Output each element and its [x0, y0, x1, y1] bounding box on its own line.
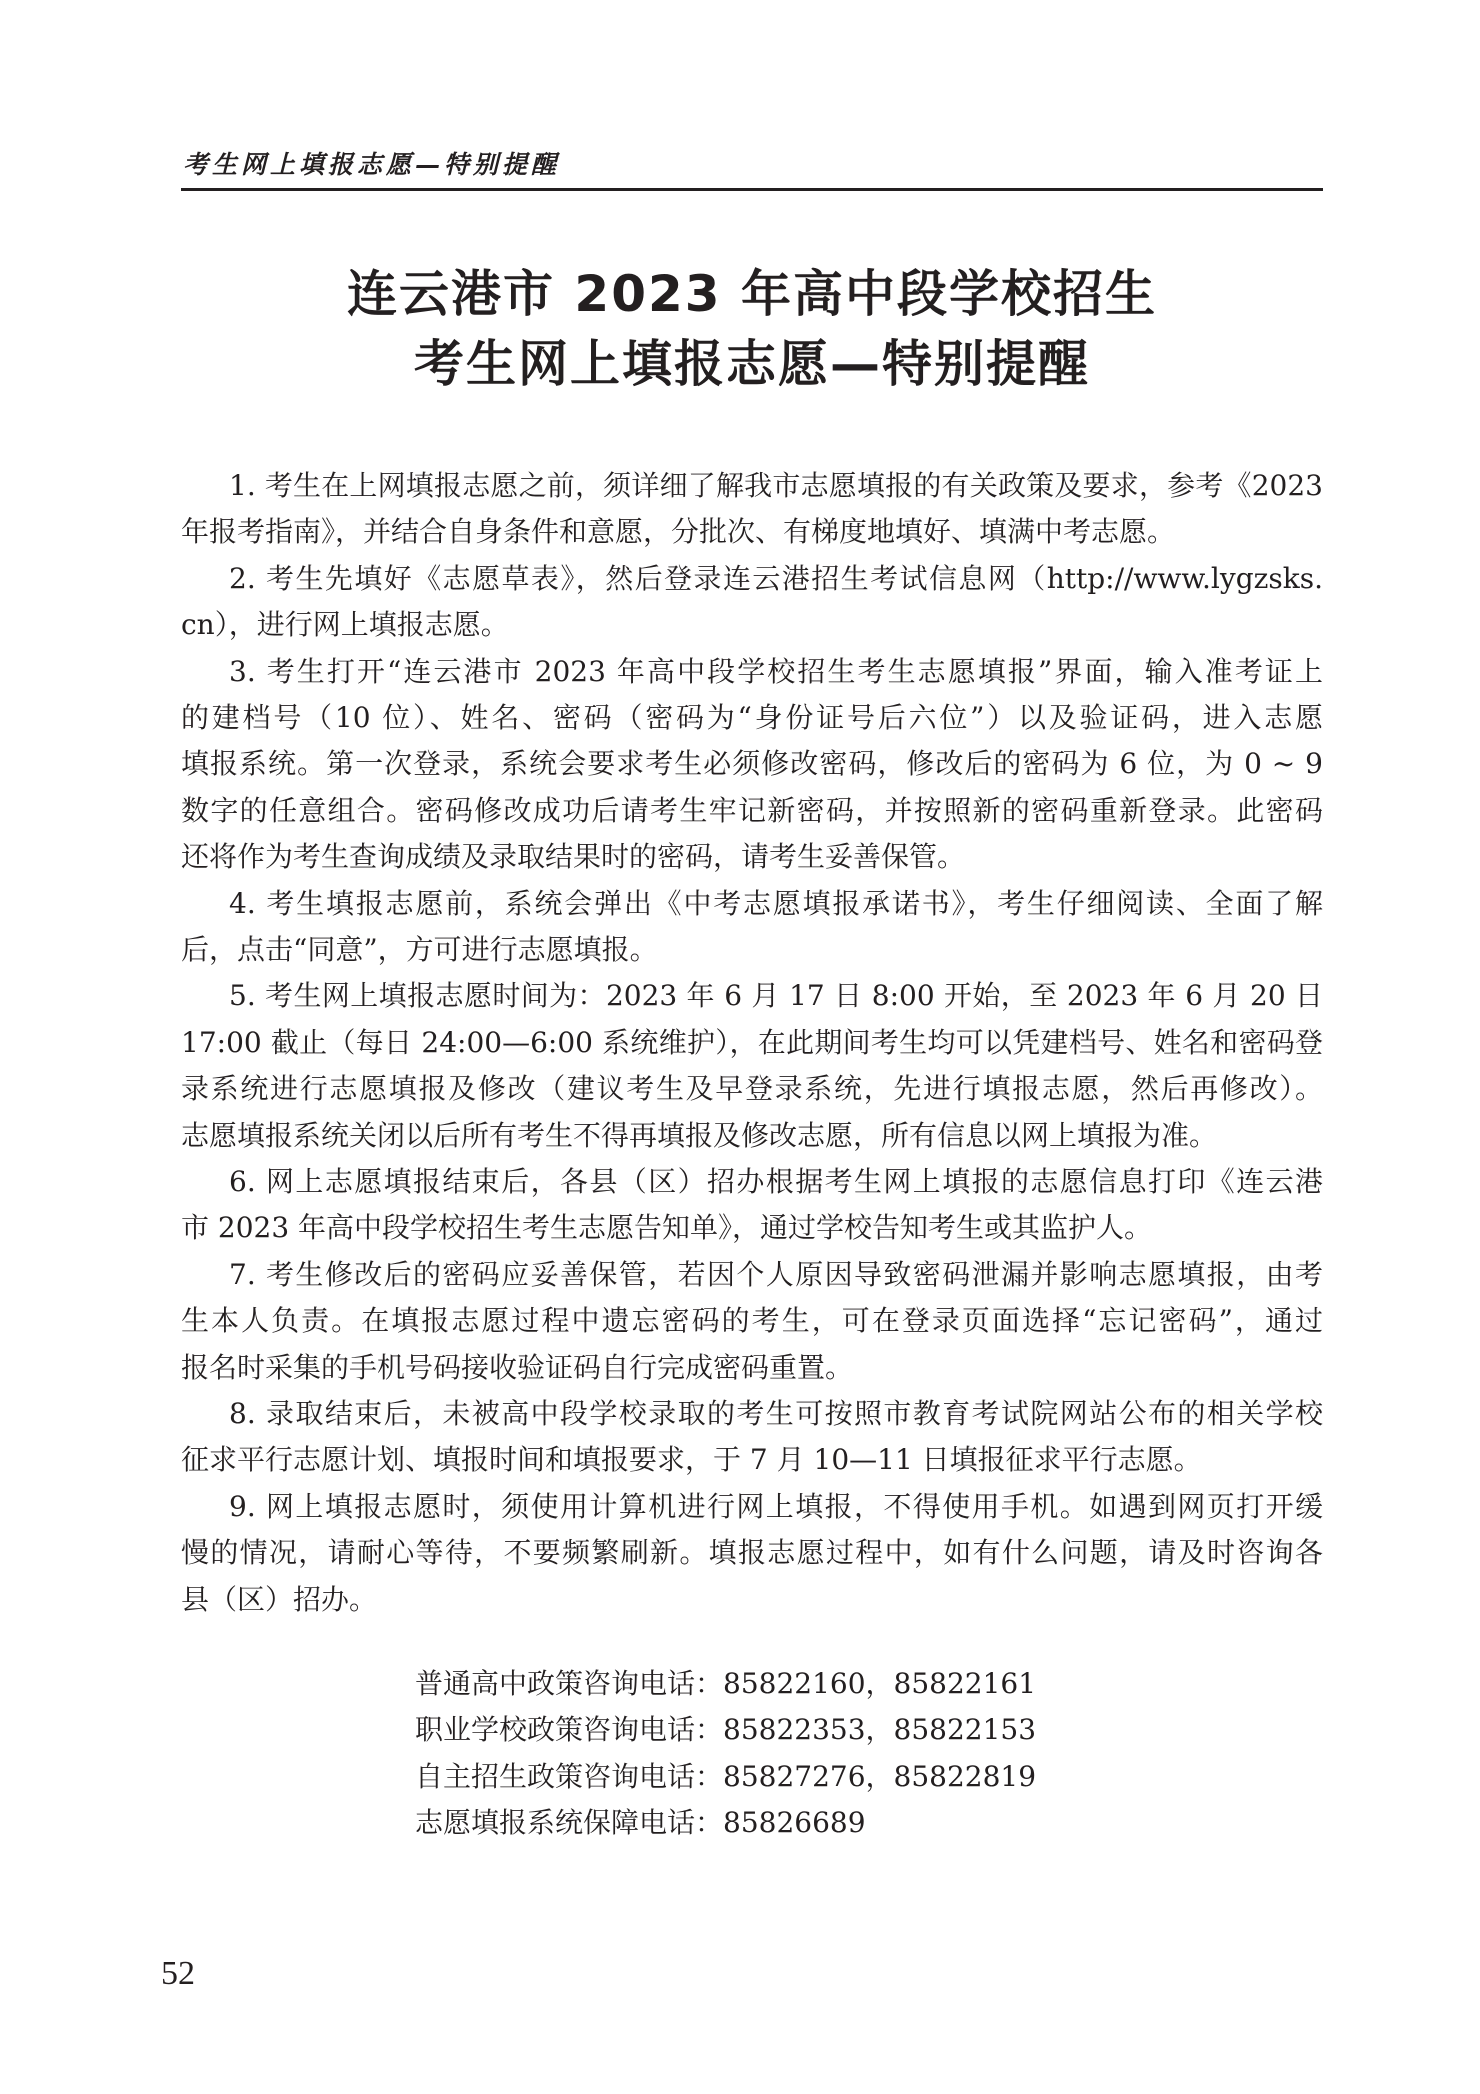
paragraph-line: 征求平行志愿计划、填报时间和填报要求，于 7 月 10—11 日填报征求平行志愿。 — [181, 1443, 1202, 1477]
contact-phone-numbers: 85822353，85822153 — [723, 1713, 1037, 1747]
paragraph-line: 1. 考生在上网填报志愿之前，须详细了解我市志愿填报的有关政策及要求，参考《2023 — [229, 469, 1323, 502]
running-header: 考生网上填报志愿—特别提醒 — [183, 150, 561, 179]
paragraph-line: 数字的任意组合。密码修改成功后请考生牢记新密码，并按照新的密码重新登录。此密码 — [181, 793, 1323, 827]
paragraph-line: 8. 录取结束后，未被高中段学校录取的考生可按照市教育考试院网站公布的相关学校 — [229, 1397, 1323, 1430]
contact-phone-numbers: 85822160，85822161 — [723, 1667, 1037, 1700]
contact-phone-numbers: 85827276，85822819 — [723, 1759, 1037, 1793]
contact-label: 职业学校政策咨询电话： — [415, 1713, 724, 1747]
paragraph-line: 后，点击“同意”，方可进行志愿填报。 — [181, 933, 658, 966]
paragraph-line: 7. 考生修改后的密码应妥善保管，若因个人原因导致密码泄漏并影响志愿填报，由考 — [229, 1257, 1323, 1291]
paragraph-line: 填报系统。第一次登录，系统会要求考生必须修改密码，修改后的密码为 6 位，为 0 ~ 9 — [181, 747, 1323, 781]
header-rule — [181, 188, 1323, 191]
paragraph-line: 的建档号（10 位）、姓名、密码（密码为“身份证号后六位”）以及验证码，进入志愿 — [181, 701, 1323, 734]
paragraph-line: 慢的情况，请耐心等待，不要频繁刷新。填报志愿过程中，如有什么问题，请及时咨询各 — [181, 1536, 1323, 1570]
contact-label: 志愿填报系统保障电话： — [415, 1806, 724, 1840]
paragraph-line: 报名时采集的手机号码接收验证码自行完成密码重置。 — [181, 1350, 854, 1384]
paragraph-line: 9. 网上填报志愿时，须使用计算机进行网上填报，不得使用手机。如遇到网页打开缓 — [229, 1489, 1323, 1523]
paragraph-line: 生本人负责。在填报志愿过程中遗忘密码的考生，可在登录页面选择“忘记密码”，通过 — [181, 1304, 1323, 1338]
paragraph-line: 4. 考生填报志愿前，系统会弹出《中考志愿填报承诺书》，考生仔细阅读、全面了解 — [229, 886, 1323, 920]
paragraph-line: 还将作为考生查询成绩及录取结果时的密码，请考生妥善保管。 — [181, 840, 966, 874]
paragraph-line: 6. 网上志愿填报结束后，各县（区）招办根据考生网上填报的志愿信息打印《连云港 — [229, 1165, 1323, 1198]
paragraph-line: 3. 考生打开“连云港市 2023 年高中段学校招生考生志愿填报”界面，输入准考证上 — [229, 654, 1323, 688]
paragraph-line: 录系统进行志愿填报及修改（建议考生及早登录系统，先进行填报志愿，然后再修改）。 — [181, 1072, 1323, 1106]
paragraph-line: cn），进行网上填报志愿。 — [181, 608, 509, 642]
paragraph-line: 2. 考生先填好《志愿草表》，然后登录连云港招生考试信息网（http://www.lygzsks. — [229, 561, 1323, 595]
paragraph-line: 志愿填报系统关闭以后所有考生不得再填报及修改志愿，所有信息以网上填报为准。 — [181, 1118, 1218, 1152]
contact-item — [415, 1754, 1036, 1800]
paragraph-line: 市 2023 年高中段学校招生考生志愿告知单》，通过学校告知考生或其监护人。 — [181, 1211, 1153, 1245]
contact-item — [415, 1800, 866, 1846]
contact-item — [415, 1661, 1036, 1707]
contact-label: 自主招生政策咨询电话： — [415, 1759, 724, 1793]
contact-label: 普通高中政策咨询电话： — [415, 1667, 724, 1700]
paragraph-line: 县（区）招办。 — [181, 1582, 378, 1616]
contact-item — [415, 1707, 1036, 1753]
page-title-line-2: 考生网上填报志愿—特别提醒 — [414, 335, 1090, 393]
paragraph-line: 5. 考生网上填报志愿时间为：2023 年 6 月 17 日 8:00 开始，至 2023 年 6 月 20 日 — [229, 979, 1323, 1013]
contact-phone-numbers: 85826689 — [723, 1806, 866, 1840]
page-title-line-1: 连云港市 2023 年高中段学校招生 — [347, 265, 1157, 323]
paragraph-line: 年报考指南》，并结合自身条件和意愿，分批次、有梯度地填好、填满中考志愿。 — [181, 515, 1176, 549]
page-number: 52 — [161, 1955, 195, 1992]
paragraph-line: 17:00 截止（每日 24:00—6:00 系统维护），在此期间考生均可以凭建档号、姓名和密码登 — [181, 1025, 1323, 1059]
